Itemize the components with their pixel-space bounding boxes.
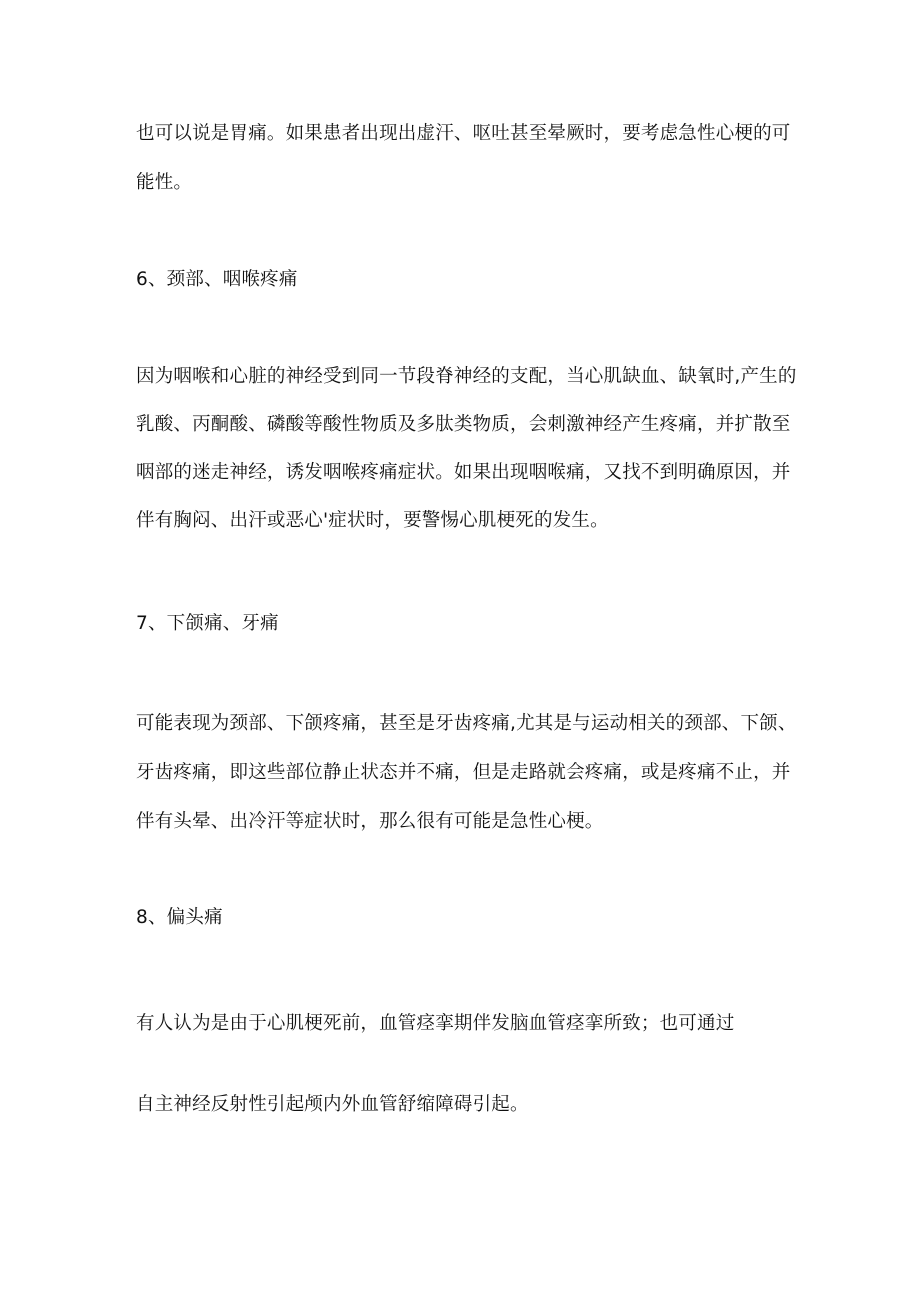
paragraph-line: 咽部的迷走神经，诱发咽喉疼痛症状。如果出现咽喉痛，又找不到明确原因，并 [136,462,791,483]
paragraph-line: 自主神经反射性引起颅内外血管舒缩障碍引起。 [136,1094,529,1115]
paragraph-line: 伴有胸闷、出汗或恶心'症状时，要警惕心肌梗死的发生。 [136,510,609,531]
paragraph-line: 因为咽喉和心脏的神经受到同一节段脊神经的支配，当心肌缺血、缺氧时,产生的 [136,366,797,387]
paragraph-line: 可能表现为颈部、下颌疼痛，甚至是牙齿疼痛,尤其是与运动相关的颈部、下颌、 [136,713,797,734]
section-heading: 7、下颌痛、牙痛 [136,613,279,634]
paragraph-line: 也可以说是胃痛。如果患者出现出虚汗、呕吐甚至晕厥时，要考虑急性心梗的可 [136,123,791,144]
section-heading: 8、偏头痛 [136,907,223,928]
section-heading: 6、颈部、咽喉疼痛 [136,269,298,290]
paragraph-line: 能性。 [136,172,193,193]
paragraph-line: 伴有头晕、出冷汗等症状时，那么很有可能是急性心梗。 [136,811,604,832]
paragraph-line: 有人认为是由于心肌梗死前，血管痉挛期伴发脑血管痉挛所致；也可通过 [136,1013,735,1034]
paragraph-line: 乳酸、丙酮酸、磷酸等酸性物质及多肽类物质，会刺激神经产生疼痛，并扩散至 [136,414,791,435]
paragraph-line: 牙齿疼痛，即这些部位静止状态并不痛，但是走路就会疼痛，或是疼痛不止，并 [136,762,791,783]
